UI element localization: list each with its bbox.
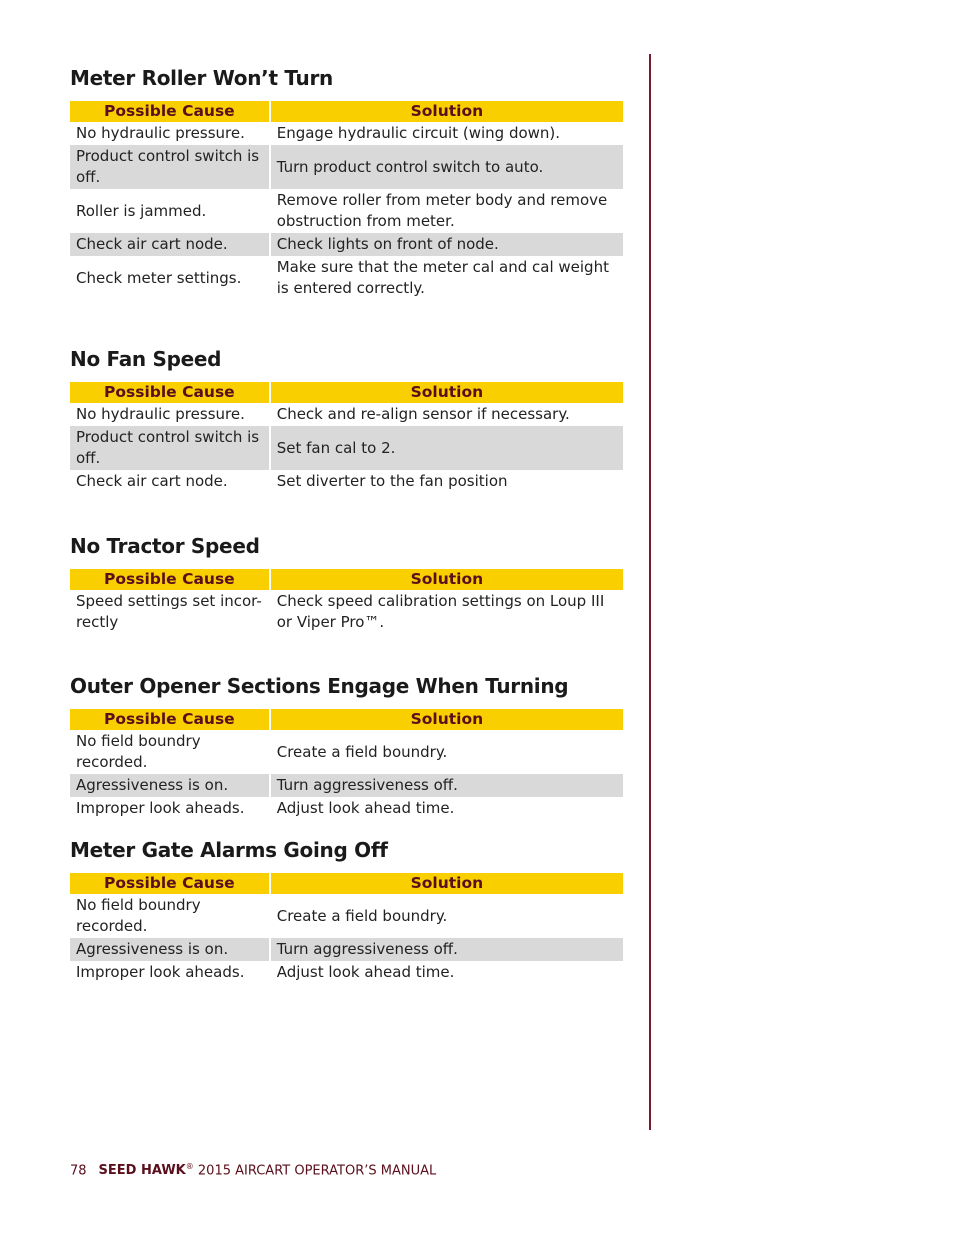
cause-cell: No field boundry recorded. xyxy=(76,896,201,935)
cause-cell: Agressiveness is on. xyxy=(70,774,269,797)
section-title: Meter Roller Won’t Turn xyxy=(70,66,333,90)
section-meter-gate-alarms xyxy=(70,838,623,984)
solution-cell: Remove roller from meter body and remove obstruction from meter. xyxy=(276,191,608,230)
table-header-row xyxy=(70,382,623,403)
cause-cell: Product control switch is off. xyxy=(70,426,269,470)
section-no-tractor-speed xyxy=(70,534,623,634)
table-row xyxy=(70,730,623,774)
section-title: No Tractor Speed xyxy=(70,534,260,558)
table-row xyxy=(70,233,623,256)
registered-mark: ® xyxy=(185,1162,194,1171)
manual-title: 2015 AIRCART OPERATOR’S MANUAL xyxy=(193,1163,437,1179)
cause-cell: Check air cart node. xyxy=(70,233,269,256)
cause-cell: Improper look aheads. xyxy=(76,963,245,981)
troubleshooting-table xyxy=(68,569,625,634)
solution-cell: Make sure that the meter cal and cal weight is entered correctly. xyxy=(276,258,609,297)
solution-cell: Adjust look ahead time. xyxy=(276,799,455,817)
brand-name: SEED HAWK xyxy=(98,1163,186,1179)
table-header-row xyxy=(70,569,623,590)
header-possible-cause: Possible Cause xyxy=(70,873,269,894)
table-row xyxy=(70,470,623,493)
section-title: Meter Gate Alarms Going Off xyxy=(70,838,388,862)
solution-cell: Check lights on front of node. xyxy=(271,233,623,256)
table-row xyxy=(70,256,623,300)
cause-cell: Check air cart node. xyxy=(76,472,228,490)
header-possible-cause: Possible Cause xyxy=(70,709,269,730)
table-row xyxy=(70,797,623,820)
solution-cell: Create a field boundry. xyxy=(276,906,448,925)
margin-rule xyxy=(649,54,651,1130)
table-header-row xyxy=(70,101,623,122)
solution-cell: Check and re-align sensor if necessary. xyxy=(276,405,570,423)
table-row xyxy=(70,426,623,470)
table-header-row xyxy=(70,873,623,894)
table-row xyxy=(70,590,623,634)
header-solution: Solution xyxy=(271,709,623,730)
solution-cell: Create a field boundry. xyxy=(276,742,448,761)
solution-cell: Set fan cal to 2. xyxy=(271,426,623,470)
section-title: Outer Opener Sections Engage When Turning xyxy=(70,674,569,698)
table-row xyxy=(70,894,623,938)
table-row xyxy=(70,774,623,797)
troubleshooting-table xyxy=(68,873,625,984)
troubleshooting-table xyxy=(68,101,625,300)
solution-cell: Set diverter to the fan position xyxy=(276,472,508,490)
section-outer-opener xyxy=(70,674,623,820)
table-row xyxy=(70,189,623,233)
solution-cell: Turn product control switch to auto. xyxy=(271,145,623,189)
table-header-row xyxy=(70,709,623,730)
cause-cell: Check meter settings. xyxy=(76,268,242,287)
solution-cell: Adjust look ahead time. xyxy=(276,963,455,981)
header-solution: Solution xyxy=(271,569,623,590)
cause-cell: No field boundry recorded. xyxy=(76,732,201,771)
header-solution: Solution xyxy=(271,382,623,403)
section-no-fan-speed xyxy=(70,347,623,493)
cause-cell: Product control switch is off. xyxy=(70,145,269,189)
table-row xyxy=(70,961,623,984)
header-possible-cause: Possible Cause xyxy=(70,569,269,590)
cause-cell: No hydraulic pressure. xyxy=(76,124,245,142)
section-meter-roller xyxy=(70,66,623,300)
table-row xyxy=(70,122,623,145)
solution-cell: Turn aggressiveness off. xyxy=(271,774,623,797)
troubleshooting-table xyxy=(68,709,625,820)
header-possible-cause: Possible Cause xyxy=(70,101,269,122)
cause-cell: Roller is jammed. xyxy=(76,201,207,220)
cause-cell: No hydraulic pressure. xyxy=(76,405,245,423)
solution-cell: Engage hydraulic circuit (wing down). xyxy=(276,124,561,142)
cause-cell: Speed settings set incor-rectly xyxy=(76,592,262,631)
table-row xyxy=(70,403,623,426)
header-solution: Solution xyxy=(271,101,623,122)
solution-cell: Turn aggressiveness off. xyxy=(271,938,623,961)
page-footer xyxy=(70,1162,436,1178)
page-number: 78 xyxy=(70,1163,87,1179)
table-row xyxy=(70,938,623,961)
header-possible-cause: Possible Cause xyxy=(70,382,269,403)
cause-cell: Agressiveness is on. xyxy=(70,938,269,961)
cause-cell: Improper look aheads. xyxy=(76,799,245,817)
section-title: No Fan Speed xyxy=(70,347,222,371)
table-row xyxy=(70,145,623,189)
troubleshooting-table xyxy=(68,382,625,493)
header-solution: Solution xyxy=(271,873,623,894)
solution-cell: Check speed calibration settings on Loup III or Viper Pro™. xyxy=(276,592,605,631)
